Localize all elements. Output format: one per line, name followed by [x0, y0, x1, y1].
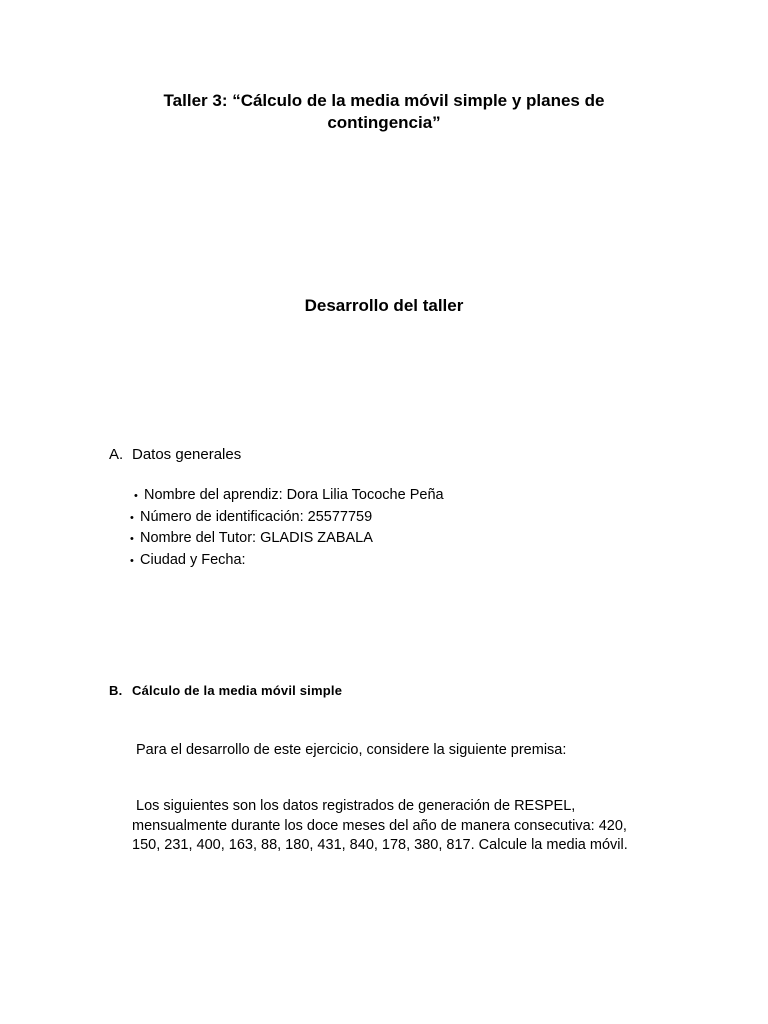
- data-line-2: mensualmente durante los doce meses del año de manera consecutiva: 420,: [132, 817, 627, 834]
- section-a-marker: A.: [109, 446, 124, 463]
- bullet-icon: •: [130, 554, 134, 567]
- data-line-1: Los siguientes son los datos registrados de generación de RESPEL,: [132, 798, 576, 814]
- section-subtitle: Desarrollo del taller: [304, 296, 464, 315]
- list-item-text: Ciudad y Fecha:: [140, 551, 246, 568]
- bullet-icon: •: [130, 533, 134, 545]
- list-item: [130, 528, 444, 550]
- section-b-marker: B.: [109, 683, 123, 698]
- section-a-heading-text: Datos generales: [132, 446, 242, 463]
- intro-paragraph: Para el desarrollo de este ejercicio, considere la siguiente premisa:: [136, 742, 567, 758]
- list-item-text: Nombre del Tutor: GLADIS ZABALA: [140, 530, 373, 546]
- title-line-1: Taller 3: “Cálculo de la media móvil simple y planes de: [163, 91, 605, 110]
- bullet-icon: •: [130, 511, 134, 524]
- section-b-heading-text: Cálculo de la media móvil simple: [132, 683, 343, 698]
- general-data-list: [130, 485, 444, 571]
- list-item: [130, 507, 444, 529]
- list-item: [130, 550, 444, 572]
- list-item-text: Número de identificación: 25577759: [140, 508, 373, 525]
- section-b-heading: [109, 682, 342, 700]
- list-item: [130, 485, 444, 507]
- page-title: [130, 90, 638, 134]
- list-item-text: Nombre del aprendiz: Dora Lilia Tocoche Peña: [144, 487, 444, 503]
- section-a-heading: [109, 445, 241, 465]
- data-line-3: 150, 231, 400, 163, 88, 180, 431, 840, 178, 380, 817. Calcule la media móvil.: [132, 837, 628, 853]
- data-paragraph: [132, 797, 662, 856]
- title-line-2: contingencia”: [327, 113, 441, 132]
- bullet-icon: •: [134, 490, 138, 502]
